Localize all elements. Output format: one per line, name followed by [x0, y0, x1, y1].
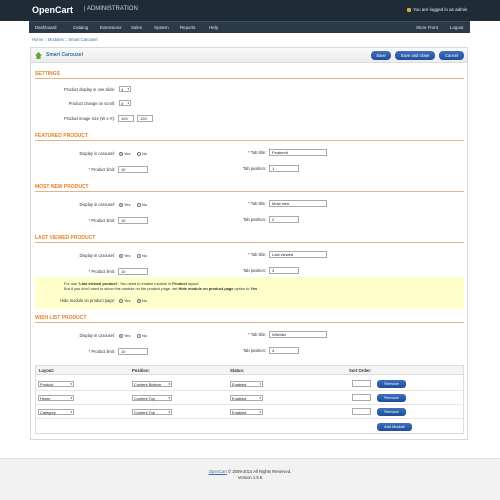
chevron-down-icon: ▾: [168, 410, 170, 414]
menu-sales[interactable]: Sales: [131, 25, 142, 30]
featured-limit-input[interactable]: 10: [118, 166, 148, 173]
add-module-button[interactable]: Add Module: [377, 423, 412, 431]
radio-label: Yes: [124, 333, 131, 338]
row-divider: [36, 418, 463, 419]
radio-off-icon: [137, 203, 141, 207]
wish-list-tab-position-input[interactable]: 4: [269, 347, 299, 354]
section-divider: [35, 78, 464, 79]
last-viewed-notice: [35, 277, 464, 309]
radio-off-icon: [137, 254, 141, 258]
page-title: Smart Carousel: [46, 52, 83, 58]
save-button[interactable]: Save: [371, 51, 391, 60]
most-new-tab-position-input[interactable]: 2: [269, 216, 299, 223]
chevron-down-icon: ▾: [259, 382, 261, 386]
notice-bold: 'Last viewed product': [78, 281, 118, 286]
table-header: [36, 366, 463, 375]
module-icon: [35, 52, 42, 59]
image-width-input[interactable]: 120: [118, 115, 134, 122]
select-value: Enabled: [232, 396, 247, 401]
most-new-limit-label: [36, 218, 115, 223]
radio-on-icon: [119, 152, 123, 156]
sort-order-input[interactable]: [352, 380, 371, 387]
column-position: Position:: [132, 368, 150, 373]
breadcrumb-home[interactable]: Home: [32, 37, 44, 42]
breadcrumb-separator: ::: [64, 37, 69, 42]
label-text: Product limit:: [91, 167, 115, 172]
most-new-yes-radio[interactable]: [119, 202, 131, 207]
section-divider: [35, 322, 464, 323]
featured-tab-title-label: [226, 150, 266, 155]
menu-store-front[interactable]: Store Front: [416, 25, 438, 30]
position-select[interactable]: [132, 409, 172, 415]
save-and-close-button[interactable]: Save and close: [395, 51, 435, 60]
row-divider: [36, 390, 463, 391]
hide-module-no-radio[interactable]: [137, 298, 147, 303]
change-on-scroll-label: Product change on scroll:: [68, 101, 115, 106]
cancel-button[interactable]: Cancel: [439, 51, 464, 60]
label-text: Tab title:: [250, 252, 266, 257]
column-status: Status:: [230, 368, 245, 373]
wish-list-tab-title-input[interactable]: Wishlist: [269, 331, 327, 338]
radio-on-icon: [119, 203, 123, 207]
wish-list-limit-input[interactable]: 10: [118, 348, 148, 355]
settings-heading: SETTINGS: [35, 71, 61, 77]
radio-off-icon: [119, 299, 123, 303]
select-value: Product: [40, 382, 54, 387]
featured-no-radio[interactable]: [137, 151, 147, 156]
label-text: Tab title:: [250, 201, 266, 206]
wish-list-tab-position-label: Tab position:: [243, 348, 266, 353]
status-select[interactable]: [230, 409, 263, 415]
remove-button[interactable]: Remove: [377, 408, 406, 416]
layout-select[interactable]: [38, 381, 74, 387]
logged-in-text: You are logged in as admin: [413, 7, 468, 12]
required-marker: *: [88, 269, 91, 274]
select-value: Enabled: [232, 382, 247, 387]
required-marker: *: [88, 218, 91, 223]
menu-help[interactable]: Help: [209, 25, 219, 30]
admin-subtitle: | ADMINISTRATION: [84, 6, 138, 12]
change-on-scroll-value: 4: [121, 101, 124, 106]
chevron-down-icon: ▾: [259, 396, 261, 400]
chevron-down-icon: ▾: [127, 87, 129, 91]
radio-label: Yes: [124, 298, 131, 303]
menu-logout[interactable]: Logout: [450, 25, 464, 30]
panel-header: [31, 48, 467, 63]
last-viewed-tab-position-label: Tab position:: [243, 268, 266, 273]
top-header: [0, 0, 500, 21]
label-text: Tab title:: [250, 332, 266, 337]
featured-tab-title-input[interactable]: Featured: [269, 149, 327, 156]
wish-list-limit-label: [36, 349, 115, 354]
select-value: Content Top: [134, 410, 155, 415]
chevron-down-icon: ▾: [70, 382, 72, 386]
chevron-down-icon: ▾: [70, 410, 72, 414]
copyright: [0, 469, 500, 474]
select-value: Enabled: [232, 410, 247, 415]
breadcrumb-separator: ::: [44, 37, 48, 42]
label-text: Product limit:: [91, 218, 115, 223]
radio-label: No: [142, 151, 148, 156]
layout-select[interactable]: [38, 409, 74, 415]
lock-icon: [407, 8, 411, 12]
most-new-tab-position-label: Tab position:: [243, 217, 266, 222]
select-value: Home: [40, 396, 51, 401]
label-text: Product limit:: [91, 349, 115, 354]
required-marker: *: [248, 201, 250, 206]
sort-order-input[interactable]: [352, 408, 371, 415]
last-viewed-limit-label: [36, 269, 115, 274]
required-marker: *: [88, 349, 91, 354]
display-in-slide-label: Product display in one slide:: [64, 87, 115, 92]
opencart-logo[interactable]: OpenCart: [32, 5, 74, 15]
featured-tab-position-input[interactable]: 1: [269, 165, 299, 172]
radio-label: No: [142, 202, 148, 207]
last-viewed-display-label: Display in carousel:: [79, 253, 115, 258]
breadcrumb: [32, 37, 97, 42]
most-new-tab-title-input[interactable]: Most new: [269, 200, 327, 207]
column-sort-order: Sort Order:: [349, 368, 372, 373]
hide-module-yes-radio[interactable]: [119, 298, 131, 303]
last-viewed-heading: LAST VIEWED PRODUCT: [35, 235, 96, 241]
most-new-no-radio[interactable]: [137, 202, 147, 207]
footer: [0, 458, 500, 500]
notice-text: , You need to enable module in: [117, 281, 173, 286]
radio-on-icon: [119, 334, 123, 338]
change-on-scroll-select[interactable]: [119, 100, 131, 106]
notice-text: For use: [64, 281, 79, 286]
notice-text: But if you don't want to show this module on the product page, set: [64, 286, 179, 291]
position-select[interactable]: [132, 381, 172, 387]
radio-label: No: [142, 333, 148, 338]
label-text: Product limit:: [91, 269, 115, 274]
layout-select[interactable]: [38, 395, 74, 401]
section-divider: [35, 191, 464, 192]
last-viewed-tab-title-label: [226, 252, 266, 257]
most-new-tab-title-label: [226, 201, 266, 206]
notice-text: option to: [233, 286, 251, 291]
chevron-down-icon: ▾: [127, 101, 129, 105]
status-select[interactable]: [230, 381, 263, 387]
chevron-down-icon: ▾: [259, 410, 261, 414]
image-height-input[interactable]: 120: [137, 115, 153, 122]
menu-catalog[interactable]: Catalog: [73, 25, 89, 30]
featured-tab-position-label: Tab position:: [243, 166, 266, 171]
radio-label: Yes: [124, 202, 131, 207]
notice-text: layout.: [186, 281, 200, 286]
wish-list-tab-title-label: [226, 332, 266, 337]
menu-extensions[interactable]: Extensions: [100, 25, 122, 30]
display-in-slide-select[interactable]: [119, 86, 131, 92]
featured-display-label: Display in carousel:: [79, 151, 115, 156]
notice-bold: Hide module on product page: [178, 286, 234, 291]
position-select[interactable]: [132, 395, 172, 401]
hide-module-label: Hide module on product page:: [60, 298, 115, 303]
featured-yes-radio[interactable]: [119, 151, 131, 156]
main-menu: [29, 21, 470, 33]
section-divider: [35, 242, 464, 243]
last-viewed-tab-title-input[interactable]: Last viewed: [269, 251, 327, 258]
required-marker: *: [248, 252, 250, 257]
select-value: Category: [40, 410, 56, 415]
radio-off-icon: [137, 152, 141, 156]
featured-heading: FEATURED PRODUCT: [35, 133, 88, 139]
row-divider: [36, 404, 463, 405]
most-new-limit-input[interactable]: 10: [118, 217, 148, 224]
remove-button[interactable]: Remove: [377, 380, 406, 388]
section-divider: [35, 140, 464, 141]
notice-bold: Yes: [250, 286, 258, 291]
breadcrumb-modules[interactable]: Modules: [47, 37, 64, 42]
radio-label: No: [142, 253, 148, 258]
wish-list-heading: WISH LIST PRODUCT: [35, 315, 87, 321]
image-size-label: Product image size (W x H):: [64, 116, 115, 121]
radio-off-icon: [137, 334, 141, 338]
menu-dashboard[interactable]: Dashboard: [35, 25, 57, 30]
required-marker: *: [248, 332, 250, 337]
radio-label: Yes: [124, 253, 131, 258]
wish-list-no-radio[interactable]: [137, 333, 147, 338]
select-value: Content Bottom: [134, 382, 162, 387]
chevron-down-icon: ▾: [168, 396, 170, 400]
notice-line-2: [64, 286, 257, 291]
notice-bold: Product: [172, 281, 187, 286]
column-layout: Layout:: [39, 368, 55, 373]
layout-table: [35, 365, 464, 434]
chevron-down-icon: ▾: [70, 396, 72, 400]
radio-label: Yes: [124, 151, 131, 156]
required-marker: *: [248, 150, 250, 155]
status-select[interactable]: [230, 395, 263, 401]
wish-list-display-label: Display in carousel:: [79, 333, 115, 338]
radio-label: No: [142, 298, 148, 303]
chevron-down-icon: ▾: [168, 382, 170, 386]
required-marker: *: [88, 167, 91, 172]
most-new-heading: MOST NEW PRODUCT: [35, 184, 89, 190]
last-viewed-tab-position-input[interactable]: 3: [269, 267, 299, 274]
radio-on-icon: [119, 254, 123, 258]
label-text: Tab title:: [250, 150, 266, 155]
remove-button[interactable]: Remove: [377, 394, 406, 402]
menu-system[interactable]: System: [154, 25, 169, 30]
menu-reports[interactable]: Reports: [180, 25, 196, 30]
sort-order-input[interactable]: [352, 394, 371, 401]
last-viewed-yes-radio[interactable]: [119, 253, 131, 258]
radio-on-icon: [137, 299, 141, 303]
last-viewed-limit-input[interactable]: 10: [118, 268, 148, 275]
opencart-link[interactable]: OpenCart: [208, 469, 227, 474]
display-in-slide-value: 4: [121, 87, 124, 92]
logged-in-status: [407, 7, 467, 12]
last-viewed-no-radio[interactable]: [137, 253, 147, 258]
version-text: Version 1.5.6: [237, 475, 263, 480]
breadcrumb-smart-carousel[interactable]: Smart Carousel: [68, 37, 98, 42]
wish-list-yes-radio[interactable]: [119, 333, 131, 338]
select-value: Content Top: [134, 396, 155, 401]
most-new-display-label: Display in carousel:: [79, 202, 115, 207]
featured-limit-label: [36, 167, 115, 172]
copyright-text: © 2009-2014 All Rights Reserved.: [226, 469, 292, 474]
